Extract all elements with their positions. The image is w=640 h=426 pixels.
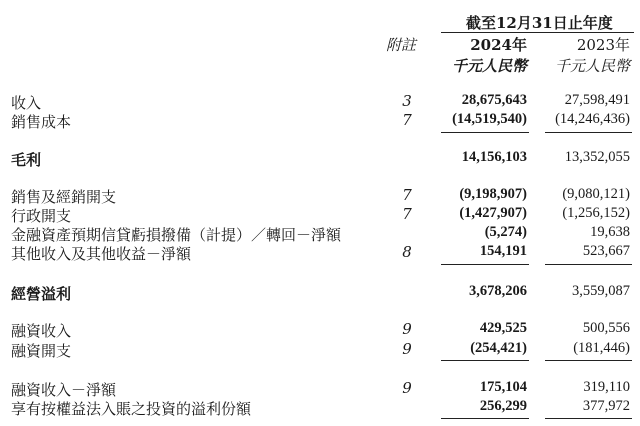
- row-label-gross-profit: 毛利: [11, 151, 42, 169]
- row-label-cost-of-sales: 銷售成本: [11, 113, 72, 131]
- row-note-finance-income: 9: [402, 320, 412, 338]
- row-value-2024-operating-profit: 3,678,206: [469, 283, 527, 299]
- subtotal-rule-2023-finance: [545, 360, 632, 361]
- unit-2024-heading: 千元人民幣: [451, 57, 527, 75]
- row-label-revenue: 收入: [11, 94, 42, 112]
- note-column-heading: 附註: [386, 36, 417, 54]
- row-label-admin-expenses: 行政開支: [11, 207, 72, 225]
- row-label-other-income: 其他收入及其他收益－淨額: [11, 245, 192, 263]
- year-2024-heading: 2024年: [470, 36, 527, 54]
- row-label-share-of-profit: 享有按權益法入賬之投資的溢利份額: [11, 400, 252, 418]
- subtotal-rule-2023-gross: [545, 132, 632, 133]
- row-value-2024-other-income: 154,191: [479, 243, 527, 259]
- year-2023-heading: 2023年: [576, 36, 630, 54]
- row-note-finance-costs: 9: [402, 340, 412, 358]
- row-value-2023-finance-costs: (181,446): [573, 340, 630, 356]
- row-value-2024-share-of-profit: 256,299: [479, 398, 527, 414]
- row-value-2023-revenue: 27,598,491: [564, 92, 630, 108]
- row-value-2023-finance-income: 500,556: [582, 320, 630, 336]
- row-note-selling-expenses: 7: [402, 186, 412, 204]
- subtotal-rule-2023-operating: [545, 264, 632, 265]
- row-value-2023-gross-profit: 13,352,055: [564, 149, 630, 165]
- row-value-2024-finance-income: 429,525: [479, 320, 527, 336]
- row-note-net-finance-income: 9: [402, 379, 412, 397]
- row-value-2024-net-finance-income: 175,104: [479, 379, 527, 395]
- row-note-cost-of-sales: 7: [402, 111, 412, 129]
- row-note-other-income: 8: [402, 243, 412, 261]
- row-label-finance-costs: 融資開支: [11, 342, 72, 360]
- row-label-net-finance-income: 融資收入－淨額: [11, 381, 117, 399]
- row-label-operating-profit: 經營溢利: [11, 285, 72, 303]
- row-value-2024-cost-of-sales: (14,519,540): [452, 111, 527, 127]
- bottom-rule-2023: [545, 418, 632, 419]
- row-value-2024-gross-profit: 14,156,103: [461, 149, 527, 165]
- row-note-admin-expenses: 7: [402, 205, 412, 223]
- row-value-2023-admin-expenses: (1,256,152): [562, 205, 630, 221]
- row-value-2023-other-income: 523,667: [582, 243, 630, 259]
- period-heading: 截至12月31日止年度: [466, 14, 613, 32]
- row-note-revenue: 3: [402, 92, 412, 110]
- row-value-2024-credit-loss-provision: (5,274): [484, 224, 527, 240]
- subtotal-rule-2024-finance: [441, 360, 529, 361]
- subtotal-rule-2024-operating: [441, 264, 529, 265]
- row-value-2024-admin-expenses: (1,427,907): [459, 205, 527, 221]
- row-value-2024-revenue: 28,675,643: [461, 92, 527, 108]
- bottom-rule-2024: [441, 418, 529, 419]
- unit-2023-heading: 千元人民幣: [554, 57, 630, 75]
- row-value-2023-credit-loss-provision: 19,638: [590, 224, 630, 240]
- row-value-2023-net-finance-income: 319,110: [583, 379, 630, 395]
- row-label-selling-expenses: 銷售及經銷開支: [11, 188, 117, 206]
- row-value-2023-cost-of-sales: (14,246,436): [555, 111, 630, 127]
- row-value-2024-selling-expenses: (9,198,907): [459, 186, 527, 202]
- row-value-2023-selling-expenses: (9,080,121): [562, 186, 630, 202]
- row-value-2023-operating-profit: 3,559,087: [572, 283, 630, 299]
- subtotal-rule-2024-gross: [441, 132, 529, 133]
- row-value-2023-share-of-profit: 377,972: [582, 398, 630, 414]
- row-label-finance-income: 融資收入: [11, 322, 72, 340]
- row-label-credit-loss-provision: 金融資產預期信貸虧損撥備（計提）／轉回－淨額: [11, 226, 342, 244]
- row-value-2024-finance-costs: (254,421): [470, 340, 527, 356]
- period-underline: [441, 32, 634, 33]
